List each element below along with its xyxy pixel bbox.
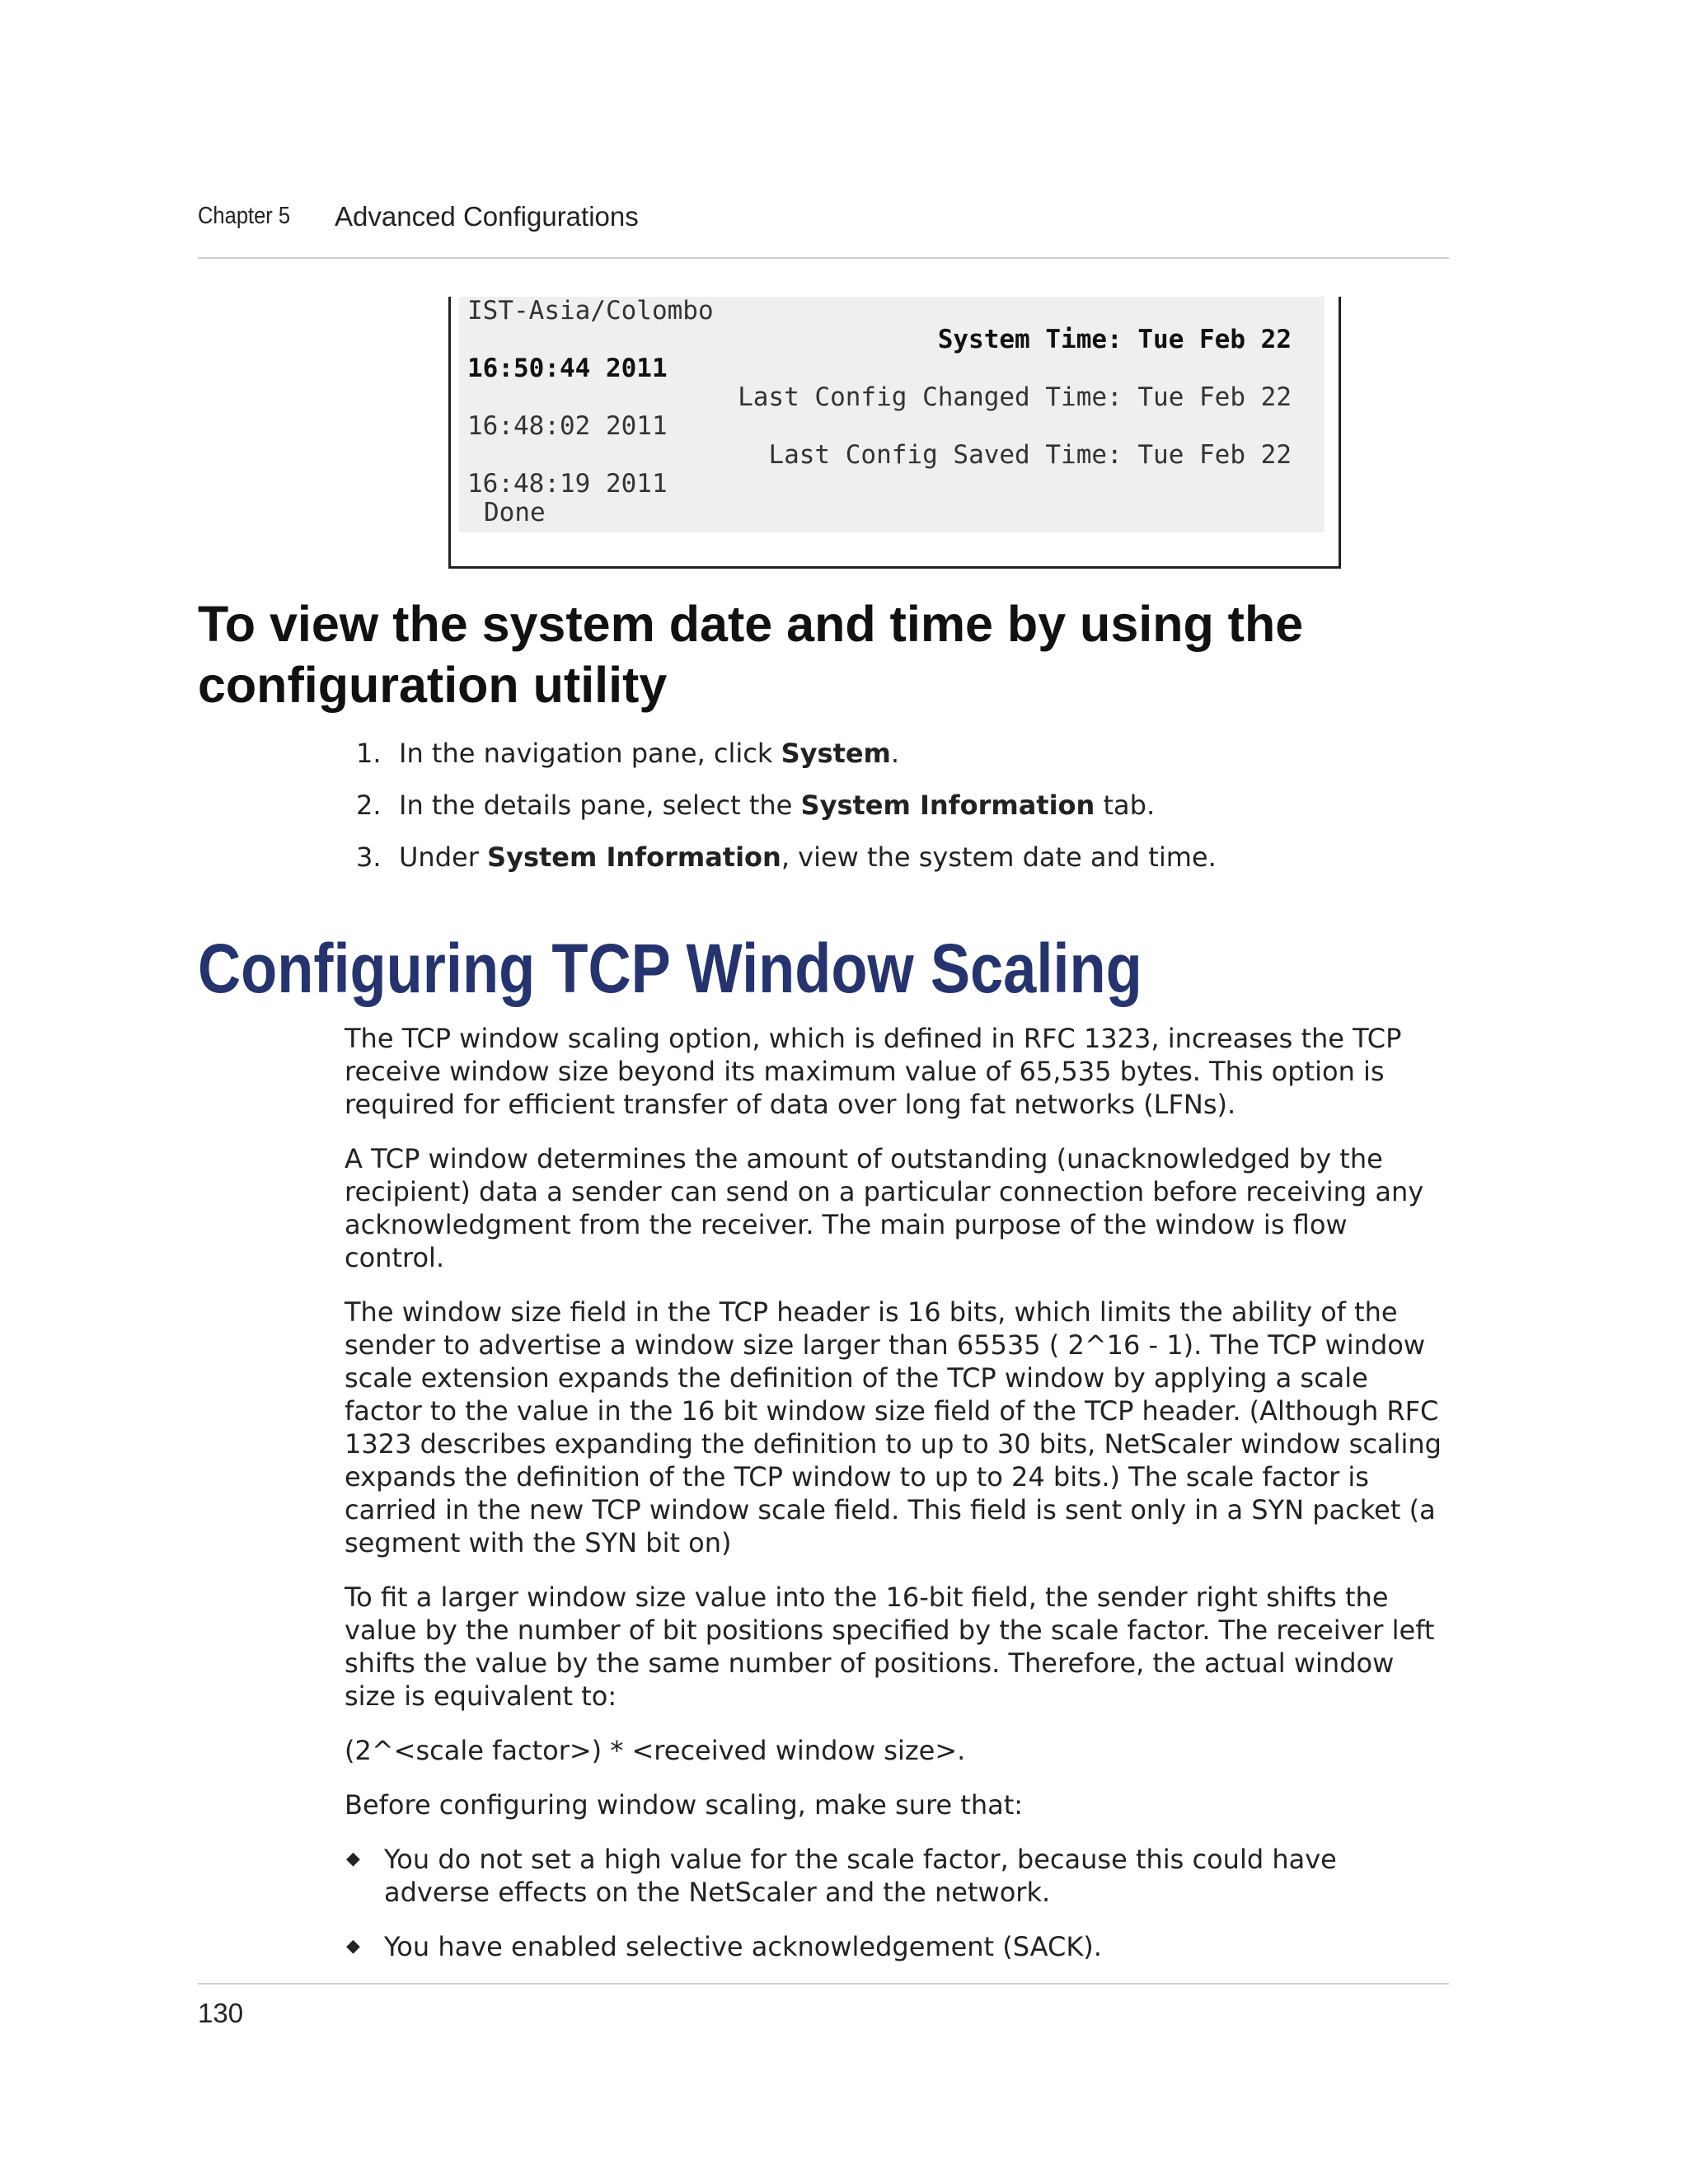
step-number: 3. [356,841,382,873]
step-ui-term: System Information [487,841,781,873]
body-paragraph: To fit a larger window size value into the 16-bit field, the sender right shifts the value by the number of bit positions specified by the scale factor. The receiver left shifts the value by the same number of positions. Therefore, the actual window size is equivalent to: [345,1582,1435,1712]
page-header [198,198,1449,259]
step-item [356,841,1217,893]
list-item-text: You do not set a high value for the scale factor, because this could have adverse effects on the NetScaler and the network. [384,1844,1337,1908]
step-number: 1. [356,738,382,769]
list-item-text: You have enabled selective acknowledgement (SACK). [384,1931,1102,1962]
prerequisite-list [345,1843,1449,1963]
code-line: 16:48:19 2011 [467,469,668,499]
code-block [459,297,1325,532]
diamond-bullet-icon: ◆ [346,1849,360,1869]
step-text: tab. [1095,790,1156,821]
step-text: In the details pane, select the [399,790,801,821]
code-line: Last Config Changed Time: Tue Feb 22 [738,382,1292,412]
section-title: Configuring TCP Window Scaling [198,930,1142,1007]
body-paragraph: Before configuring window scaling, make sure that: [345,1789,1024,1821]
step-item [356,789,1217,841]
step-ui-term: System Information [800,790,1095,821]
list-item [345,1930,1449,1963]
page-footer [198,1983,1449,2028]
step-text: Under [399,841,488,873]
step-text: , view the system date and time. [781,841,1217,873]
body-paragraph: The window size field in the TCP header is 16 bits, which limits the ability of the sender to advertise a window size larger than 65535 ( 2^16 - 1). The TCP window scale extension expands the definition of the TCP window by applying a scale factor to the value in the 16 bit window size field of the TCP header. (Although RFC 1323 describes expanding the definition to up to 30 bits, NetScaler window scaling expands the definition of the TCP window to up to 24 bits.) The scale factor is carried in the new TCP window scale field. This field is sent only in a SYN packet (a segment with the SYN bit on) [345,1296,1442,1558]
chapter-label: Chapter 5 [198,203,291,229]
code-line: IST-Asia/Colombo [467,296,714,326]
section-body [345,1022,1449,1985]
code-line: System Time: Tue Feb 22 [937,325,1292,354]
step-text: . [890,738,900,769]
steps-list [356,737,1217,893]
subsection-title: To view the system date and time by using the configuration utility [198,596,1304,713]
step-number: 2. [356,790,382,821]
code-line: 16:50:44 2011 [467,354,668,383]
code-line: 16:48:02 2011 [467,411,668,441]
formula-paragraph: (2^<scale factor>) * <received window size>. [345,1735,966,1766]
list-item [345,1843,1449,1909]
step-ui-term: System [781,738,891,769]
code-block-frame [448,297,1341,569]
body-paragraph: A TCP window determines the amount of outstanding (unacknowledged by the recipient) data a sender can send on a particular connection before receiving any acknowledgment from the receiver. The main purpose of the window is flow control. [345,1143,1424,1273]
diamond-bullet-icon: ◆ [346,1936,360,1957]
code-line: Last Config Saved Time: Tue Feb 22 [768,440,1292,470]
page-number: 130 [198,1998,244,2028]
step-text: In the navigation pane, click [399,738,781,769]
body-paragraph: The TCP window scaling option, which is defined in RFC 1323, increases the TCP receive window size beyond its maximum value of 65,535 bytes. This option is required for efficient transfer of data over long fat networks (LFNs). [345,1023,1402,1120]
chapter-title: Advanced Configurations [335,201,639,232]
step-item [356,737,1217,789]
code-line: Done [484,498,546,527]
